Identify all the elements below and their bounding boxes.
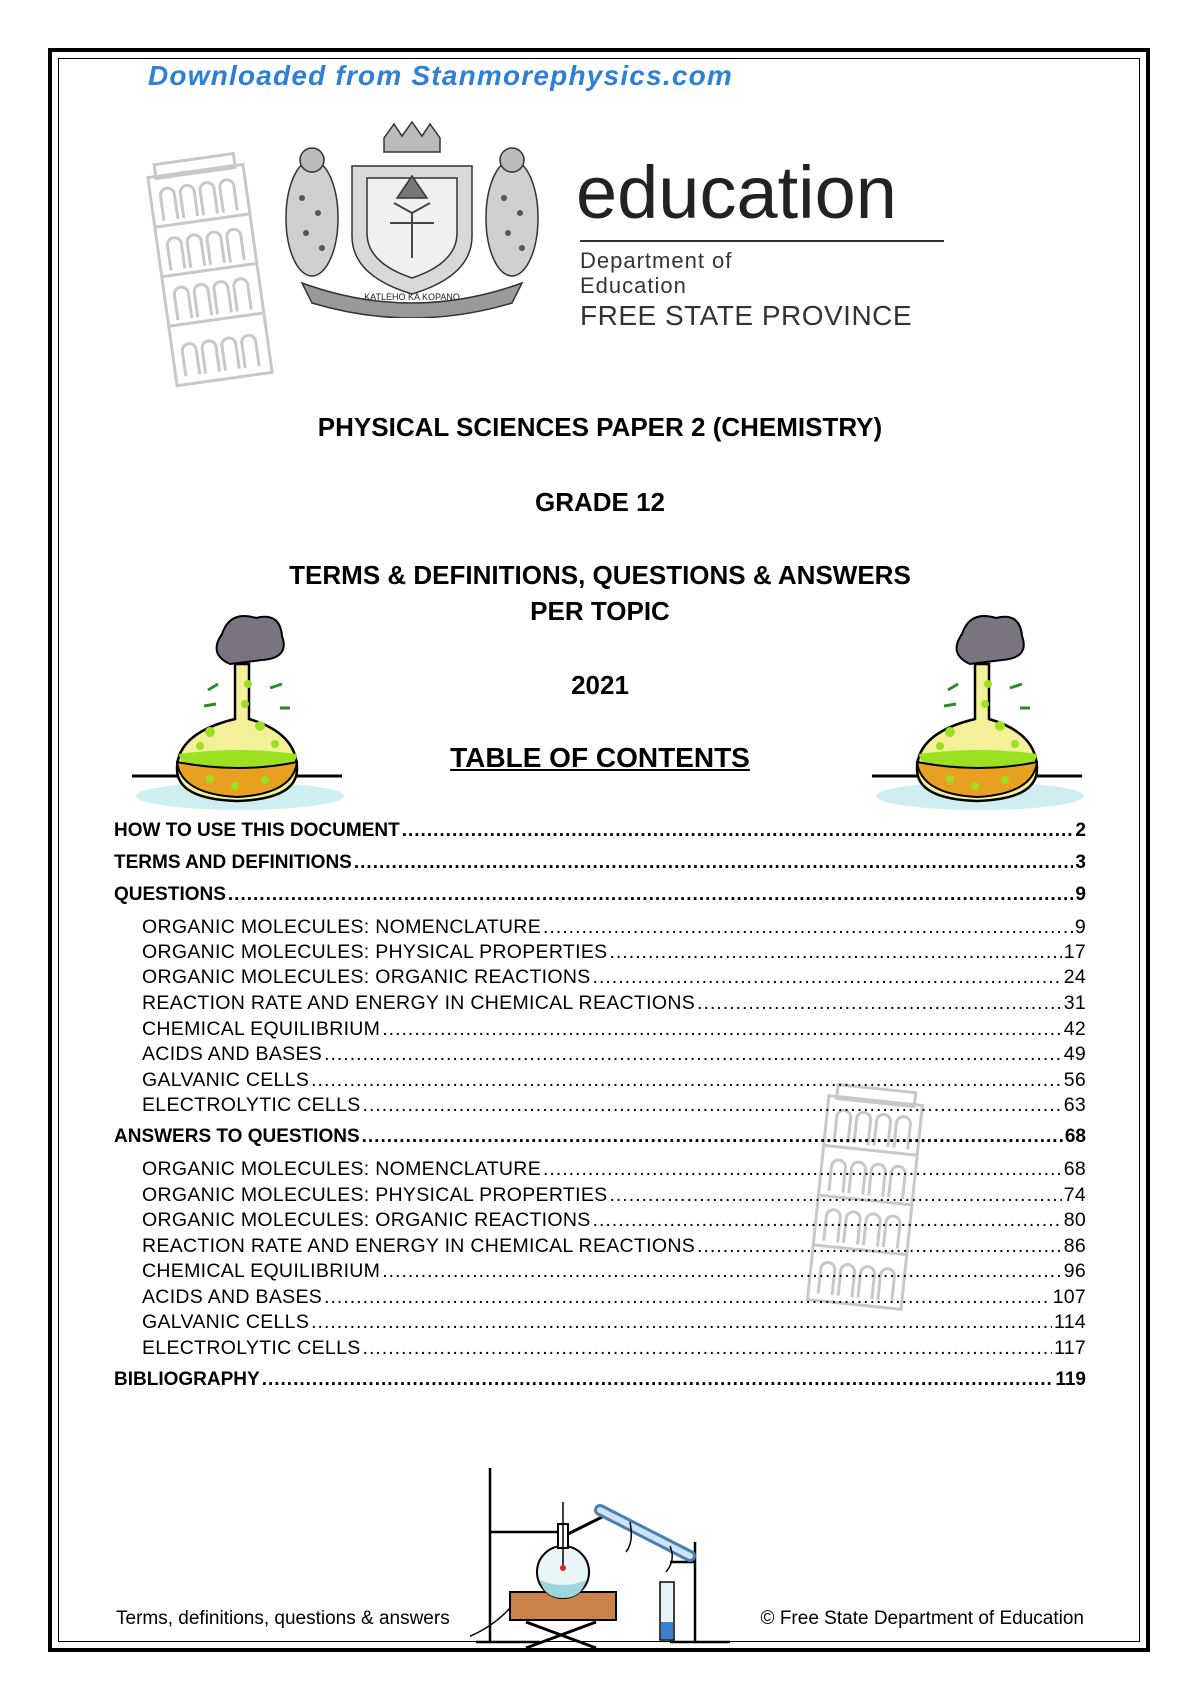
toc-entry-q-galvanic[interactable]: GALVANIC CELLS ..... 56 [114, 1069, 1086, 1092]
toc-entry-a-organic-reactions[interactable]: ORGANIC MOLECULES: ORGANIC REACTIONS ..... 80 [114, 1209, 1086, 1232]
download-watermark: Downloaded from Stanmorephysics.com [148, 60, 733, 91]
toc-entry-how-to-use[interactable]: HOW TO USE THIS DOCUMENT ..... 2 [114, 820, 1086, 842]
toc-entry-bibliography[interactable]: BIBLIOGRAPHY ..... 119 [114, 1369, 1086, 1391]
flask-right-icon [870, 604, 1090, 814]
free-state-crest-icon [272, 118, 552, 318]
toc-entry-a-physical-properties[interactable]: ORGANIC MOLECULES: PHYSICAL PROPERTIES ..... 74 [114, 1184, 1086, 1207]
toc-entry-a-equilibrium[interactable]: CHEMICAL EQUILIBRIUM ..... 96 [114, 1260, 1086, 1283]
toc-entry-q-reaction-rate[interactable]: REACTION RATE AND ENERGY IN CHEMICAL REACTIONS ..... 31 [114, 992, 1086, 1015]
department-line-1: Department of [580, 248, 733, 273]
toc-entry-q-acids-bases[interactable]: ACIDS AND BASES ..... 49 [114, 1043, 1086, 1066]
subtitle-line-1: TERMS & DEFINITIONS, QUESTIONS & ANSWERS [289, 560, 911, 590]
toc-entry-q-nomenclature[interactable]: ORGANIC MOLECULES: NOMENCLATURE ..... 9 [114, 916, 1086, 939]
toc-entry-a-galvanic[interactable]: GALVANIC CELLS ..... 114 [114, 1311, 1086, 1334]
toc-entry-terms-definitions[interactable]: TERMS AND DEFINITIONS ..... 3 [114, 852, 1086, 874]
toc-entry-a-acids-bases[interactable]: ACIDS AND BASES ..... 107 [114, 1286, 1086, 1309]
footer-left: Terms, definitions, questions & answers [116, 1608, 450, 1629]
distillation-apparatus-icon [470, 1462, 760, 1650]
footer-right: © Free State Department of Education [760, 1608, 1084, 1629]
toc-entry-answers[interactable]: ANSWERS TO QUESTIONS ..... 68 [114, 1126, 1086, 1148]
toc-entry-a-electrolytic[interactable]: ELECTROLYTIC CELLS ..... 117 [114, 1337, 1086, 1360]
flask-left-icon [130, 604, 350, 814]
leaning-tower-icon [140, 150, 280, 400]
toc-entry-a-nomenclature[interactable]: ORGANIC MOLECULES: NOMENCLATURE ..... 68 [114, 1158, 1086, 1181]
toc-heading: TABLE OF CONTENTS [450, 742, 750, 773]
province-name: FREE STATE PROVINCE [580, 300, 913, 331]
subtitle-line-2: PER TOPIC [530, 596, 670, 626]
toc-entry-q-equilibrium[interactable]: CHEMICAL EQUILIBRIUM ..... 42 [114, 1018, 1086, 1041]
department-line-2: Education [580, 273, 687, 298]
document-title: PHYSICAL SCIENCES PAPER 2 (CHEMISTRY) [317, 412, 883, 442]
toc-entry-q-electrolytic[interactable]: ELECTROLYTIC CELLS ..... 63 [114, 1094, 1086, 1117]
toc-entry-questions[interactable]: QUESTIONS ..... 9 [114, 884, 1086, 906]
year-label: 2021 [571, 670, 629, 700]
crest-motto: KATLEHO KA KOPANO [364, 292, 460, 302]
toc-entry-a-reaction-rate[interactable]: REACTION RATE AND ENERGY IN CHEMICAL REACTIONS ..... 86 [114, 1235, 1086, 1258]
grade-label: GRADE 12 [534, 487, 666, 517]
education-wordmark: education [576, 151, 897, 234]
toc-entry-q-physical-properties[interactable]: ORGANIC MOLECULES: PHYSICAL PROPERTIES ..... 17 [114, 941, 1086, 964]
toc-entry-q-organic-reactions[interactable]: ORGANIC MOLECULES: ORGANIC REACTIONS ..... 24 [114, 966, 1086, 989]
wordmark-rule [580, 240, 944, 242]
